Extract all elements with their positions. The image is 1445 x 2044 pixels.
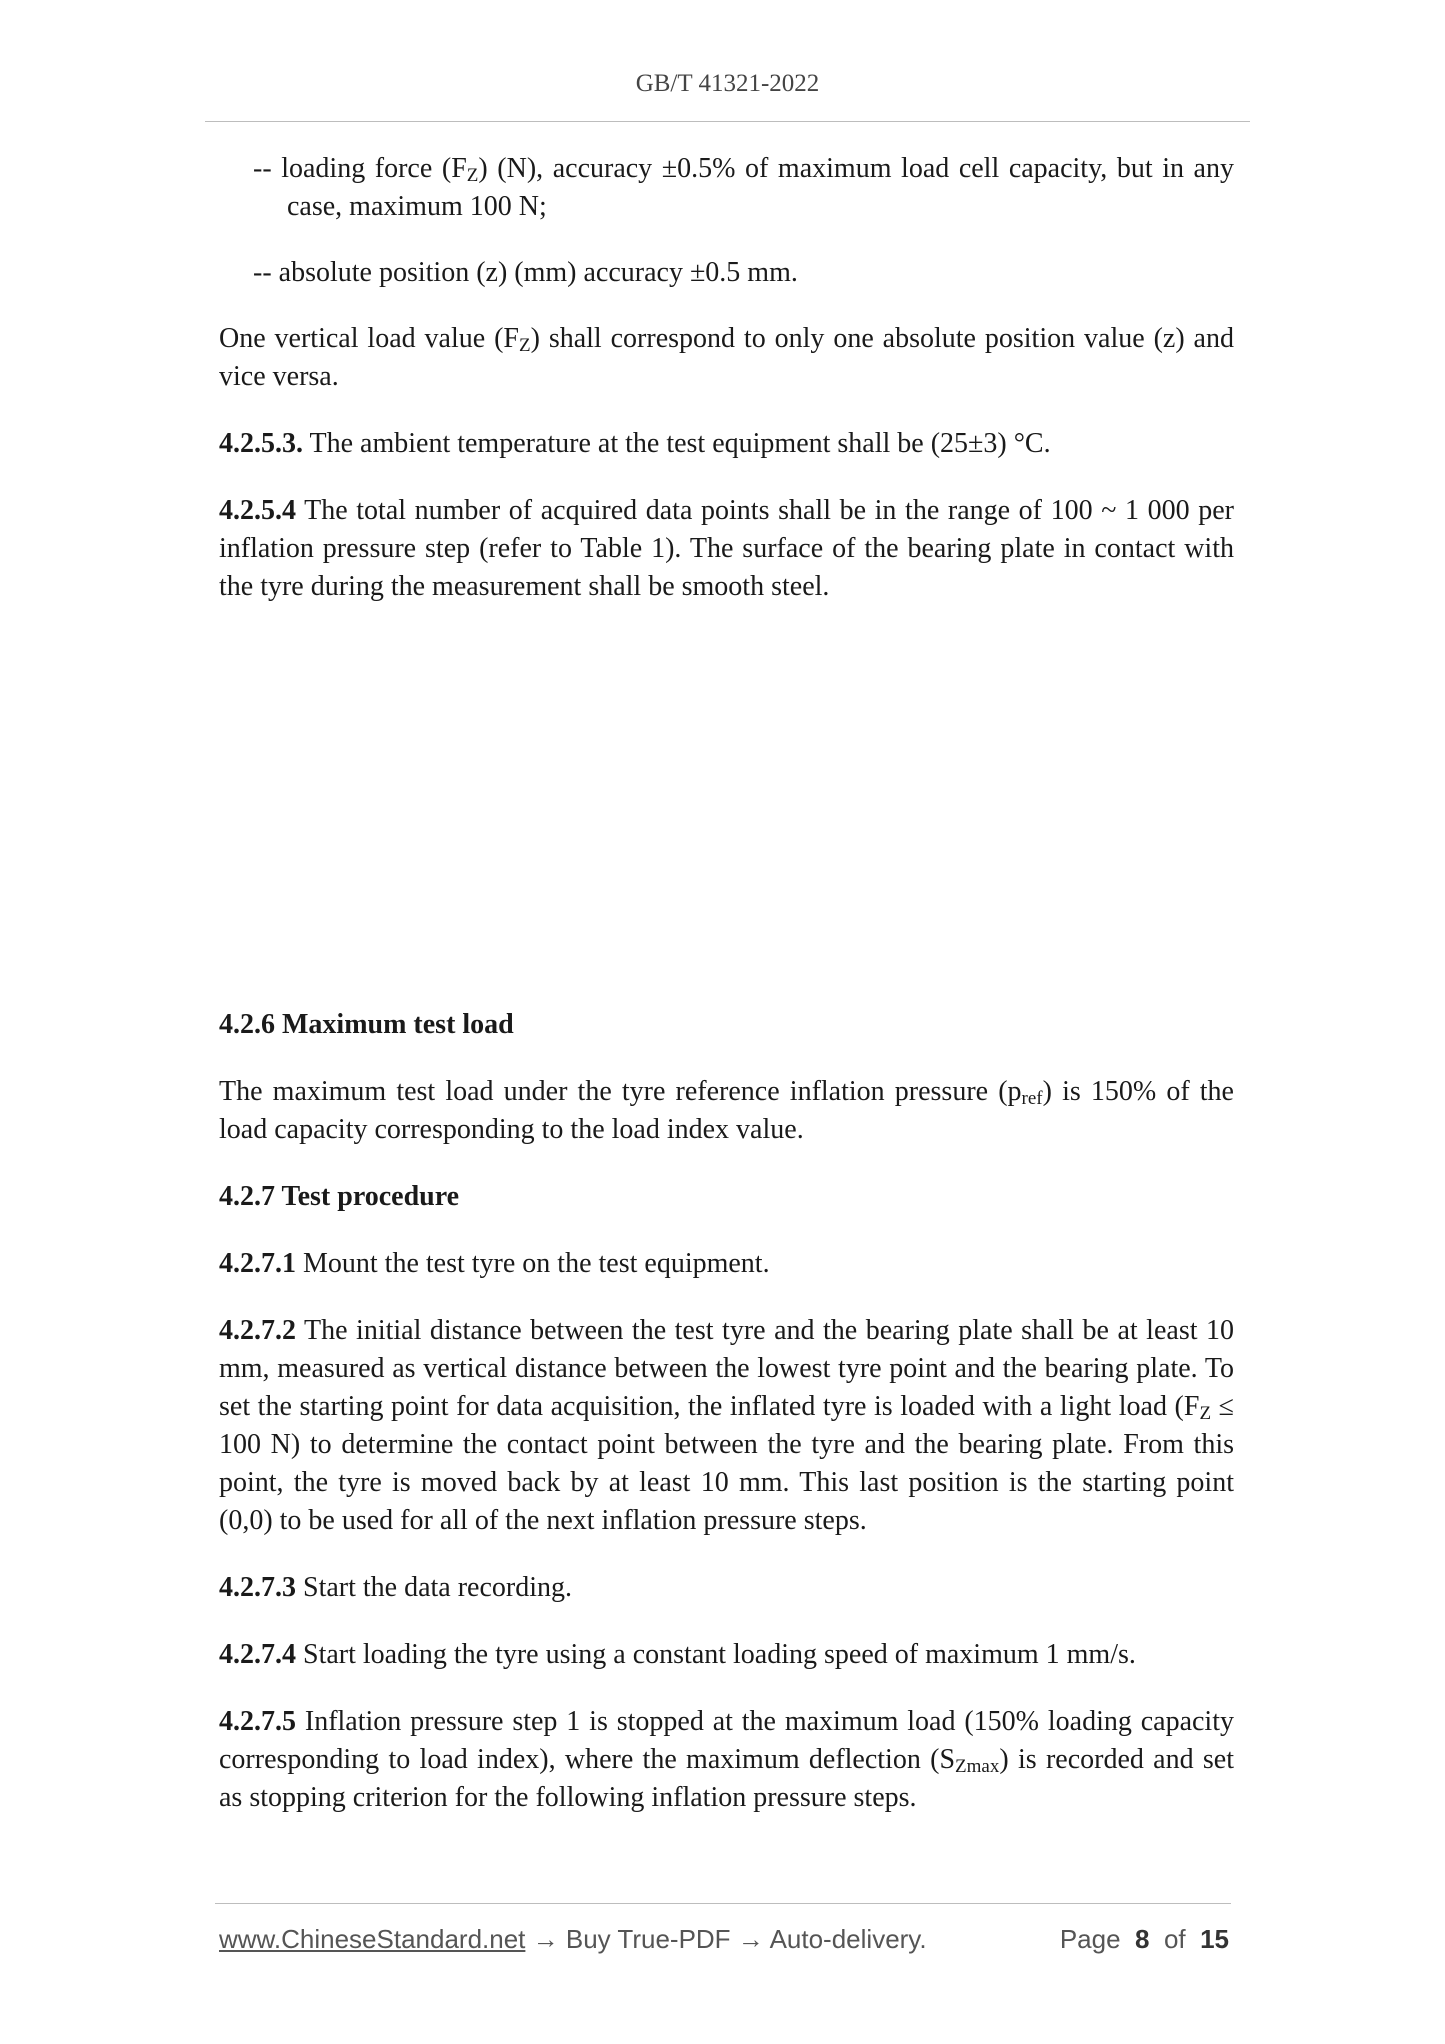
blank-space (219, 635, 1234, 1006)
page-indicator: Page 8 of 15 (1059, 1924, 1229, 1954)
section-heading-4-2-6: 4.2.6 Maximum test load (219, 1009, 514, 1040)
clause-number: 4.2.7.4 (219, 1639, 296, 1670)
current-page-number: 8 (1135, 1924, 1150, 1954)
website-link[interactable]: www.ChineseStandard.net (219, 1924, 526, 1954)
clause-4-2-5-3: 4.2.5.3. The ambient temperature at the test equipment shall be (25±3) °C. (219, 428, 1051, 459)
clause-number: 4.2.7.1 (219, 1248, 296, 1279)
bullet-absolute-position: -- absolute position (z) (mm) accuracy ±0.5 mm. (253, 257, 798, 288)
clause-4-2-7-3: 4.2.7.3 Start the data recording. (219, 1572, 573, 1603)
clause-4-2-5-4: 4.2.5.4 The total number of acquired data points shall be in the range of 100 ~ 1 000 per inflation pressure step (refer to Table 1). The surface of the bearing plate in contact with the tyre during the measurement shall be smooth steel. (219, 495, 1234, 602)
footer-divider (215, 1903, 1231, 1904)
clause-number: 4.2.7.5 (219, 1706, 296, 1737)
total-page-count: 15 (1200, 1924, 1229, 1954)
paragraph-max-test-load: The maximum test load under the tyre reference inflation pressure $(p_{ref})$ is 150% of the load capacity corresponding to the load index value. (219, 1076, 1234, 1145)
clause-4-2-7-4: 4.2.7.4 Start loading the tyre using a constant loading speed of maximum 1 mm/s. (219, 1639, 1136, 1670)
footer-promo (219, 1924, 927, 1955)
clause-number: 4.2.7.2 (219, 1315, 296, 1346)
header-divider (205, 121, 1250, 122)
clause-number: 4.2.7.3 (219, 1572, 296, 1603)
footer-tagline: → Buy True-PDF → Auto-delivery. (525, 1924, 927, 1954)
paragraph-vertical-load: One vertical load value $(F_Z)$ shall correspond to only one absolute position value (z) and vice versa. (219, 323, 1234, 392)
page-header (205, 70, 1250, 98)
clause-number: 4.2.5.3. (219, 428, 303, 459)
bullet-loading-force: -- loading force $(F_Z)$ (N), accuracy ±0.5% of maximum load cell capacity, but in any case, maximum 100 N; (253, 153, 1234, 222)
document-id: GB/T 41321-2022 (635, 70, 820, 97)
clause-4-2-7-1: 4.2.7.1 Mount the test tyre on the test equipment. (219, 1248, 770, 1279)
clause-4-2-7-2: 4.2.7.2 The initial distance between the test tyre and the bearing plate shall be at least 10 mm, measured as vertical distance between the lowest tyre point and the bearing plate. To set the starting point for data acquisition, the inflated tyre is loaded with a light load ($F_Z \le 100$ N) to determine the contact point between the tyre and the bearing plate. From this point, the tyre is moved back by at least 10 mm. This last position is the starting point (0,0) to be used for all of the next inflation pressure steps. (219, 1315, 1234, 1536)
clause-4-2-7-5: 4.2.7.5 Inflation pressure step 1 is stopped at the maximum load (150% loading capacity corresponding to load index), where the maximum deflection $(S_{Zmax})$ is recorded and set as stopping criterion for the following inflation pressure steps. (219, 1706, 1234, 1813)
clause-number: 4.2.5.4 (219, 495, 296, 526)
document-body (219, 150, 1234, 1846)
section-heading-4-2-7: 4.2.7 Test procedure (219, 1181, 460, 1212)
